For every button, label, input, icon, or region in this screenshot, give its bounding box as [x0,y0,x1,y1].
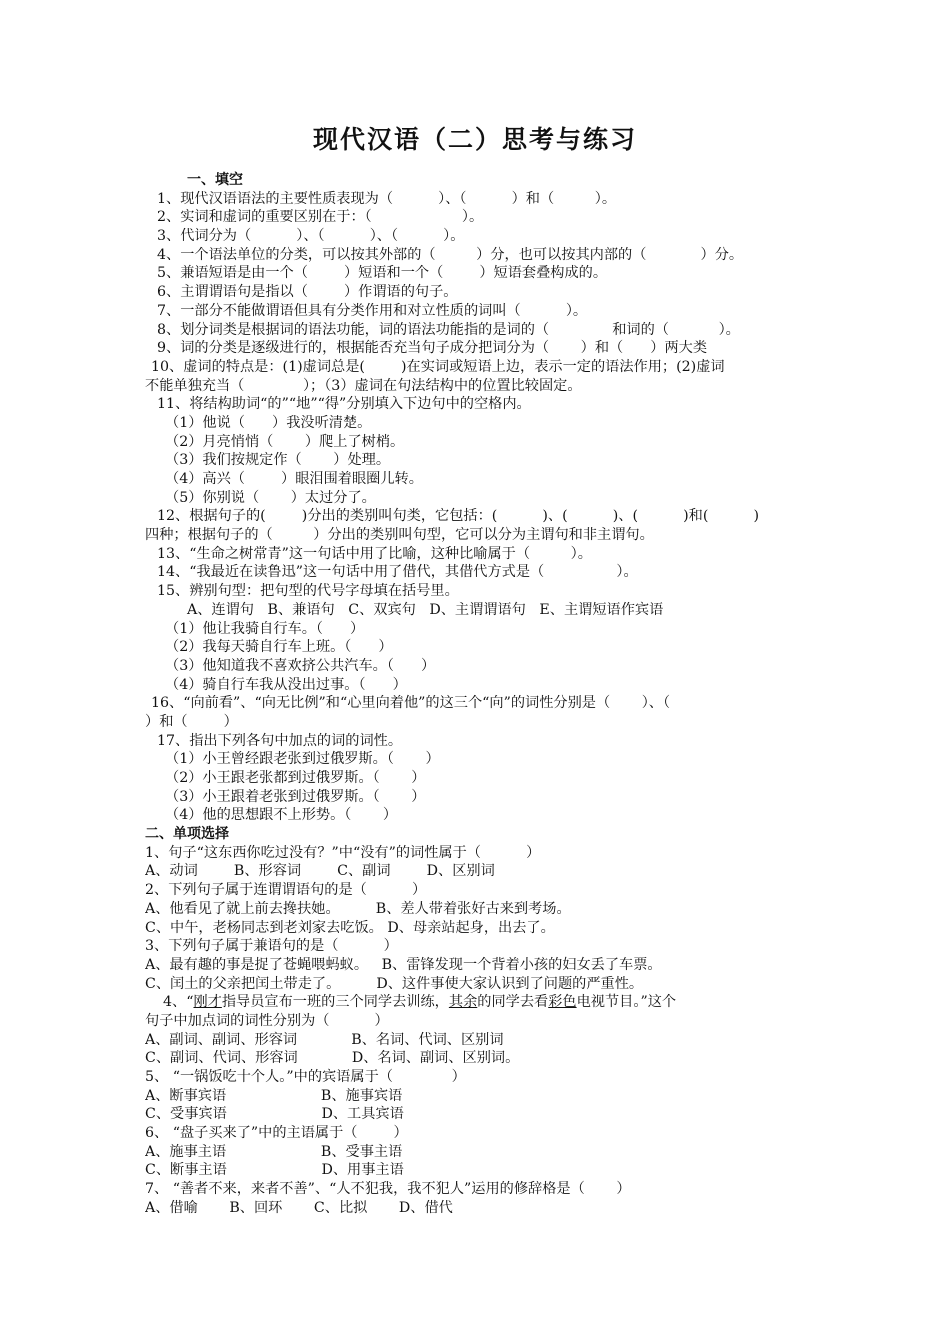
fill-q14: 14、“我最近在读鲁迅”这一句话中用了借代，其借代方式是（ ）。 [157,564,638,581]
choice-q4-options-cd: C、副词、代词、形容词 D、名词、副词、区别词。 [145,1050,520,1067]
choice-q7: 7、 “善者不来，来者不善”、“人不犯我，我不犯人”运用的修辞格是（ ） [145,1181,631,1198]
choice-q4-underlined-3: 彩色 [548,994,577,1011]
choice-q4-cont: 句子中加点词的词性分别为（ ） [145,1012,389,1029]
fill-q11-4: （4）高兴（ ）眼泪围着眼圈儿转。 [165,471,423,487]
choice-q3: 3、下列句子属于兼语句的是（ ） [145,938,398,955]
fill-q17-1: （1）小王曾经跟老张到过俄罗斯。（ ） [165,751,440,768]
fill-q17-2: （2）小王跟老张都到过俄罗斯。（ ） [165,770,426,786]
fill-q11-5: （5）你别说（ ）太过分了。 [165,489,376,506]
fill-q15-4: （4）骑自行车我从没出过事。（ ） [165,676,407,693]
fill-q4: 4、一个语法单位的分类，可以按其外部的（ ）分，也可以按其内部的（ ）分。 [157,246,744,263]
section2-heading: 二、单项选择 [145,826,229,843]
choice-q1-options: A、动词 B、形容词 C、副词 D、区别词 [145,863,495,880]
fill-q15-1: （1）他让我骑自行车。（ ） [165,620,365,637]
choice-q5-options-ab: A、断事宾语 B、施事宾语 [145,1087,403,1104]
fill-q1: 1、现代汉语语法的主要性质表现为（ ）、（ ）和（ ）。 [157,190,617,207]
fill-q6: 6、主谓谓语句是指以（ ）作谓语的句子。 [157,284,458,301]
fill-q11: 11、将结构助词“的”“地”“得”分别填入下边句中的空格内。 [157,396,531,413]
choice-q6: 6、 “盘子买来了”中的主语属于（ ） [145,1125,408,1142]
choice-q2-options-cd: C、中午，老杨同志到老刘家去吃饭。 D、母亲站起身，出去了。 [145,919,555,936]
fill-q17: 17、指出下列各句中加点的词的词性。 [157,732,403,749]
fill-q16-cont: ）和（ ） [145,713,238,730]
choice-q3-options-cd: C、闰土的父亲把闰土带走了。 D、这件事使大家认识到了问题的严重性。 [145,975,644,992]
fill-q15-3: （3）他知道我不喜欢挤公共汽车。（ ） [165,657,436,674]
fill-q8: 8、划分词类是根据词的语法功能，词的语法功能指的是词的（ 和词的（ ）。 [157,321,740,338]
fill-q15-2: （2）我每天骑自行车上班。（ ） [165,639,393,656]
choice-q6-options-ab: A、施事主语 B、受事主语 [145,1143,403,1160]
fill-q15-options: A、连谓句 B、兼语句 C、双宾句 D、主谓谓语句 E、主谓短语作宾语 [187,601,664,618]
choice-q4 [145,993,813,1012]
document-title: 现代汉语（二）思考与练习 [312,125,637,154]
choice-q4-underlined-1: 刚才 [193,994,222,1011]
fill-q10: 10、虚词的特点是：(1)虚词总是( )在实词或短语上边，表示一定的语法作用；(2)虚词 [151,358,725,375]
choice-q4-part2: 指导员宣布一班的三个同学去训练， [221,994,449,1011]
choice-q2: 2、下列句子属于连谓谓语句的是（ ） [145,882,427,899]
fill-q10-cont: 不能单独充当（ ）；（3）虚词在句法结构中的位置比较固定。 [145,377,582,394]
fill-q9: 9、词的分类是逐级进行的，根据能否充当句子成分把词分为（ ）和（ ）两大类 [157,340,708,357]
fill-q16: 16、“向前看”、“向无比例”和“心里向着他”的这三个“向”的词性分别是（ ）、（ [151,695,671,712]
fill-q11-1: （1）他说（ ）我没听清楚。 [165,414,372,431]
choice-q5-options-cd: C、受事宾语 D、工具宾语 [145,1106,404,1123]
choice-q6-options-cd: C、断事主语 D、用事主语 [145,1162,404,1179]
fill-q2: 2、实词和虚词的重要区别在于：（ ）。 [157,209,484,226]
document-body [145,171,813,1218]
choice-q4-part4: 电视节目。”这个 [576,994,677,1011]
fill-q12: 12、根据句子的( )分出的类别叫句类，它包括：( )、( )、( )和( ) [157,508,760,525]
choice-q5: 5、 “一锅饭吃十个人。”中的宾语属于（ ） [145,1069,466,1085]
fill-q7: 7、一部分不能做谓语但具有分类作用和对立性质的词叫（ ）。 [157,302,588,319]
fill-q11-2: （2）月亮悄悄（ ）爬上了树梢。 [165,433,405,450]
fill-q11-3: （3）我们按规定作（ ）处理。 [165,452,391,469]
choice-q7-options: A、借喻 B、回环 C、比拟 D、借代 [145,1199,453,1216]
fill-q5: 5、兼语短语是由一个（ ）短语和一个（ ）短语套叠构成的。 [157,265,608,282]
choice-q1: 1、句子“这东西你吃过没有？”中“没有”的词性属于（ ） [145,844,541,861]
fill-q17-4: （4）他的思想跟不上形势。（ ） [165,807,398,824]
choice-q3-options-ab: A、最有趣的事是捉了苍蝇喂蚂蚁。 B、雷锋发现一个背着小孩的妇女丢了车票。 [145,956,662,973]
choice-q4-underlined-2: 其余 [448,994,478,1011]
section1-heading: 一、填空 [187,172,243,188]
choice-q4-part3: 的同学去看 [477,994,549,1011]
choice-q2-options-ab: A、他看见了就上前去搀扶她。 B、差人带着张好古来到考场。 [145,900,571,917]
choice-q4-part1: 4、“ [163,994,194,1011]
choice-q4-options-ab: A、副词、副词、形容词 B、名词、代词、区别词 [145,1031,504,1048]
fill-q12-cont: 四种；根据句子的（ ）分出的类别叫句型，它可以分为主谓句和非主谓句。 [145,527,654,544]
fill-q15: 15、辨别句型：把句型的代号字母填在括号里。 [157,583,459,600]
fill-q17-3: （3）小王跟着老张到过俄罗斯。（ ） [165,788,426,805]
fill-q3: 3、代词分为（ ）、（ ）、（ ）。 [157,228,465,245]
fill-q13: 13、“生命之树常青”这一句话中用了比喻，这种比喻属于（ ）。 [157,545,592,562]
